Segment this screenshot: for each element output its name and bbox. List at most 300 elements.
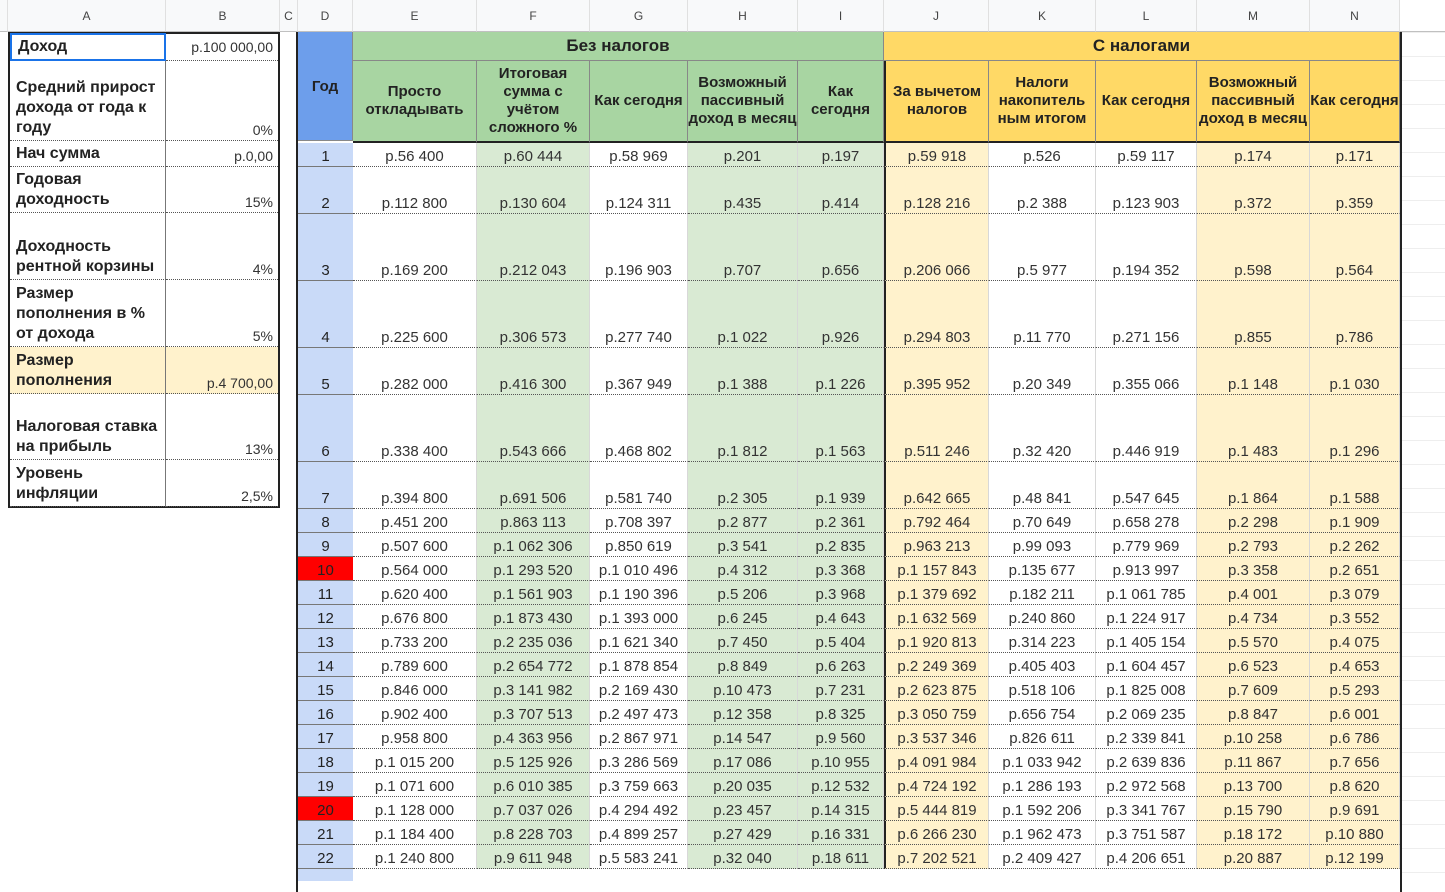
column-header-bar: [0, 0, 1445, 32]
value-cell-g[interactable]: р.124 311: [590, 167, 688, 214]
column-header-j[interactable]: J: [884, 0, 989, 32]
value-cell-j[interactable]: р.1 632 569: [884, 605, 989, 629]
value-cell-i[interactable]: р.8 325: [798, 701, 884, 725]
param-value[interactable]: 0%: [166, 61, 278, 141]
column-header-filler: [1400, 0, 1445, 32]
value-cell-j[interactable]: р.4 724 192: [884, 773, 989, 797]
value-cell-g[interactable]: р.1 190 396: [590, 581, 688, 605]
value-cell-m[interactable]: р.2 298: [1197, 509, 1310, 533]
gridline: [1402, 200, 1445, 201]
value-cell-l[interactable]: р.2 069 235: [1096, 701, 1197, 725]
value-cell-n[interactable]: р.2 262: [1310, 533, 1400, 557]
value-cell-l[interactable]: р.123 903: [1096, 167, 1197, 214]
value-cell-g[interactable]: р.3 286 569: [590, 749, 688, 773]
param-value[interactable]: р.0,00: [166, 141, 278, 167]
value-cell-n[interactable]: р.8 620: [1310, 773, 1400, 797]
group-header-no-tax: Без налогов: [353, 32, 884, 61]
value-cell-j[interactable]: р.1 157 843: [884, 557, 989, 581]
value-cell-j[interactable]: р.1 379 692: [884, 581, 989, 605]
value-cell-m[interactable]: р.15 790: [1197, 797, 1310, 821]
value-cell-i[interactable]: р.10 955: [798, 749, 884, 773]
value-cell-i[interactable]: р.4 643: [798, 605, 884, 629]
value-cell-l[interactable]: р.547 645: [1096, 462, 1197, 509]
param-value[interactable]: 2,5%: [166, 460, 278, 507]
gridline: [1402, 464, 1445, 465]
value-cell-l[interactable]: р.271 156: [1096, 281, 1197, 348]
value-cell-m[interactable]: р.1 148: [1197, 348, 1310, 395]
value-cell-n[interactable]: р.171: [1310, 143, 1400, 167]
value-cell-f[interactable]: р.2 654 772: [477, 653, 590, 677]
year-cell[interactable]: 21: [298, 821, 353, 845]
value-cell-f[interactable]: р.130 604: [477, 167, 590, 214]
value-cell-f[interactable]: р.1 561 903: [477, 581, 590, 605]
value-cell-f[interactable]: р.8 228 703: [477, 821, 590, 845]
value-cell-f[interactable]: р.60 444: [477, 143, 590, 167]
value-cell-i[interactable]: р.12 532: [798, 773, 884, 797]
param-label: Уровень инфляции: [10, 460, 166, 507]
value-cell-l[interactable]: р.4 206 651: [1096, 845, 1197, 869]
value-cell-k[interactable]: р.135 677: [989, 557, 1096, 581]
value-cell-i[interactable]: р.3 368: [798, 557, 884, 581]
value-cell-i[interactable]: р.2 835: [798, 533, 884, 557]
value-cell-n[interactable]: р.1 588: [1310, 462, 1400, 509]
value-cell-g[interactable]: р.1 010 496: [590, 557, 688, 581]
value-cell-g[interactable]: р.196 903: [590, 214, 688, 281]
value-cell-g[interactable]: р.2 867 971: [590, 725, 688, 749]
param-label: Годовая доходность: [10, 167, 166, 213]
value-cell-e[interactable]: р.1 184 400: [353, 821, 477, 845]
value-cell-f[interactable]: р.4 363 956: [477, 725, 590, 749]
value-cell-e[interactable]: р.902 400: [353, 701, 477, 725]
value-cell-k[interactable]: р.11 770: [989, 281, 1096, 348]
value-cell-h[interactable]: р.1 022: [688, 281, 798, 348]
value-cell-e[interactable]: р.282 000: [353, 348, 477, 395]
value-cell-e[interactable]: р.620 400: [353, 581, 477, 605]
column-header-n[interactable]: N: [1310, 0, 1400, 32]
value-cell-f[interactable]: р.416 300: [477, 348, 590, 395]
value-cell-n[interactable]: р.6 786: [1310, 725, 1400, 749]
gridline: [1402, 704, 1445, 705]
column-header-d[interactable]: D: [298, 0, 353, 32]
value-cell-m[interactable]: р.372: [1197, 167, 1310, 214]
value-cell-f[interactable]: р.543 666: [477, 395, 590, 462]
param-label: Нач сумма: [10, 141, 166, 167]
gridline: [1402, 152, 1445, 153]
value-cell-l[interactable]: р.2 972 568: [1096, 773, 1197, 797]
gridline: [1402, 848, 1445, 849]
value-cell-e[interactable]: р.789 600: [353, 653, 477, 677]
value-cell-m[interactable]: р.2 793: [1197, 533, 1310, 557]
year-cell[interactable]: 19: [298, 773, 353, 797]
value-cell-g[interactable]: р.1 621 340: [590, 629, 688, 653]
value-cell-i[interactable]: р.926: [798, 281, 884, 348]
column-header-k[interactable]: K: [989, 0, 1096, 32]
value-cell-e[interactable]: р.958 800: [353, 725, 477, 749]
value-cell-i[interactable]: р.656: [798, 214, 884, 281]
value-cell-e[interactable]: р.1 240 800: [353, 845, 477, 869]
value-cell-g[interactable]: р.850 619: [590, 533, 688, 557]
value-cell-g[interactable]: р.581 740: [590, 462, 688, 509]
param-label: Доходность рентной корзины: [10, 213, 166, 280]
gridline: [1402, 248, 1445, 249]
value-cell-n[interactable]: р.9 691: [1310, 797, 1400, 821]
value-cell-n[interactable]: р.5 293: [1310, 677, 1400, 701]
value-cell-h[interactable]: р.1 812: [688, 395, 798, 462]
value-cell-f[interactable]: р.3 141 982: [477, 677, 590, 701]
value-cell-h[interactable]: р.201: [688, 143, 798, 167]
value-cell-f[interactable]: р.6 010 385: [477, 773, 590, 797]
value-cell-l[interactable]: р.2 339 841: [1096, 725, 1197, 749]
value-cell-f[interactable]: р.212 043: [477, 214, 590, 281]
column-header-l[interactable]: L: [1096, 0, 1197, 32]
value-cell-m[interactable]: р.7 609: [1197, 677, 1310, 701]
gridline: [1402, 104, 1445, 105]
value-cell-i[interactable]: р.2 361: [798, 509, 884, 533]
year-cell[interactable]: 13: [298, 629, 353, 653]
value-cell-m[interactable]: р.10 258: [1197, 725, 1310, 749]
value-cell-i[interactable]: р.14 315: [798, 797, 884, 821]
year-cell[interactable]: 22: [298, 845, 353, 869]
value-cell-k[interactable]: р.656 754: [989, 701, 1096, 725]
value-cell-l[interactable]: р.446 919: [1096, 395, 1197, 462]
value-cell-j[interactable]: р.3 050 759: [884, 701, 989, 725]
value-cell-i[interactable]: р.16 331: [798, 821, 884, 845]
value-cell-e[interactable]: р.1 128 000: [353, 797, 477, 821]
value-cell-h[interactable]: р.10 473: [688, 677, 798, 701]
value-cell-f[interactable]: р.1 873 430: [477, 605, 590, 629]
value-cell-m[interactable]: р.20 887: [1197, 845, 1310, 869]
value-cell-k[interactable]: р.526: [989, 143, 1096, 167]
param-value[interactable]: р.4 700,00: [166, 347, 278, 394]
value-cell-h[interactable]: р.1 388: [688, 348, 798, 395]
gridline: [1402, 680, 1445, 681]
value-cell-i[interactable]: р.1 563: [798, 395, 884, 462]
value-cell-g[interactable]: р.3 759 663: [590, 773, 688, 797]
value-cell-f[interactable]: р.9 611 948: [477, 845, 590, 869]
value-cell-e[interactable]: р.564 000: [353, 557, 477, 581]
value-cell-n[interactable]: р.359: [1310, 167, 1400, 214]
value-cell-n[interactable]: р.786: [1310, 281, 1400, 348]
value-cell-g[interactable]: р.1 878 854: [590, 653, 688, 677]
value-cell-h[interactable]: р.6 245: [688, 605, 798, 629]
year-cell[interactable]: 9: [298, 533, 353, 557]
value-cell-e[interactable]: р.394 800: [353, 462, 477, 509]
value-cell-m[interactable]: р.4 734: [1197, 605, 1310, 629]
value-cell-l[interactable]: р.3 751 587: [1096, 821, 1197, 845]
value-cell-k[interactable]: р.314 223: [989, 629, 1096, 653]
value-cell-e[interactable]: р.112 800: [353, 167, 477, 214]
value-cell-m[interactable]: р.855: [1197, 281, 1310, 348]
column-header-i[interactable]: I: [798, 0, 884, 32]
value-cell-j[interactable]: р.511 246: [884, 395, 989, 462]
value-cell-g[interactable]: р.277 740: [590, 281, 688, 348]
value-cell-g[interactable]: р.468 802: [590, 395, 688, 462]
year-cell[interactable]: 1: [298, 143, 353, 167]
value-cell-k[interactable]: р.2 388: [989, 167, 1096, 214]
value-cell-l[interactable]: р.59 117: [1096, 143, 1197, 167]
value-cell-g[interactable]: р.4 899 257: [590, 821, 688, 845]
value-cell-l[interactable]: р.779 969: [1096, 533, 1197, 557]
year-cell[interactable]: 4: [298, 281, 353, 348]
value-cell-j[interactable]: р.59 918: [884, 143, 989, 167]
value-cell-i[interactable]: р.414: [798, 167, 884, 214]
value-cell-f[interactable]: р.2 235 036: [477, 629, 590, 653]
value-cell-k[interactable]: р.32 420: [989, 395, 1096, 462]
column-header-i-label: Как сегодня: [798, 61, 884, 143]
value-cell-f[interactable]: р.1 062 306: [477, 533, 590, 557]
gridline: [1402, 488, 1445, 489]
param-value[interactable]: 13%: [166, 394, 278, 460]
value-cell-e[interactable]: р.225 600: [353, 281, 477, 348]
gridline: [1402, 728, 1445, 729]
value-cell-l[interactable]: р.913 997: [1096, 557, 1197, 581]
value-cell-i[interactable]: р.1 226: [798, 348, 884, 395]
value-cell-j[interactable]: р.4 091 984: [884, 749, 989, 773]
value-cell-g[interactable]: р.708 397: [590, 509, 688, 533]
year-cell[interactable]: 8: [298, 509, 353, 533]
value-cell-l[interactable]: р.658 278: [1096, 509, 1197, 533]
value-cell-m[interactable]: р.18 172: [1197, 821, 1310, 845]
value-cell-n[interactable]: р.10 880: [1310, 821, 1400, 845]
value-cell-l[interactable]: р.1 224 917: [1096, 605, 1197, 629]
value-cell-h[interactable]: р.435: [688, 167, 798, 214]
value-cell-h[interactable]: р.3 541: [688, 533, 798, 557]
value-cell-n[interactable]: р.12 199: [1310, 845, 1400, 869]
gridline: [1402, 440, 1445, 441]
year-cell[interactable]: 16: [298, 701, 353, 725]
value-cell-j[interactable]: р.1 920 813: [884, 629, 989, 653]
value-cell-h[interactable]: р.14 547: [688, 725, 798, 749]
gridline: [1402, 344, 1445, 345]
year-cell[interactable]: 7: [298, 462, 353, 509]
gridline: [1402, 296, 1445, 297]
year-cell[interactable]: 18: [298, 749, 353, 773]
value-cell-e[interactable]: р.846 000: [353, 677, 477, 701]
value-cell-m[interactable]: р.4 001: [1197, 581, 1310, 605]
value-cell-j[interactable]: р.2 623 875: [884, 677, 989, 701]
value-cell-f[interactable]: р.3 707 513: [477, 701, 590, 725]
value-cell-m[interactable]: р.3 358: [1197, 557, 1310, 581]
value-cell-n[interactable]: р.3 079: [1310, 581, 1400, 605]
value-cell-f[interactable]: р.306 573: [477, 281, 590, 348]
column-header-k-label: Налоги накопитель ным итогом: [989, 61, 1096, 143]
value-cell-j[interactable]: р.294 803: [884, 281, 989, 348]
value-cell-h[interactable]: р.2 877: [688, 509, 798, 533]
value-cell-k[interactable]: р.405 403: [989, 653, 1096, 677]
value-cell-f[interactable]: р.691 506: [477, 462, 590, 509]
value-cell-n[interactable]: р.564: [1310, 214, 1400, 281]
value-cell-k[interactable]: р.182 211: [989, 581, 1096, 605]
value-cell-j[interactable]: р.7 202 521: [884, 845, 989, 869]
value-cell-k[interactable]: р.70 649: [989, 509, 1096, 533]
year-cell[interactable]: 6: [298, 395, 353, 462]
value-cell-k[interactable]: р.20 349: [989, 348, 1096, 395]
value-cell-m[interactable]: р.11 867: [1197, 749, 1310, 773]
value-cell-i[interactable]: р.3 968: [798, 581, 884, 605]
value-cell-n[interactable]: р.3 552: [1310, 605, 1400, 629]
value-cell-i[interactable]: р.6 263: [798, 653, 884, 677]
value-cell-e[interactable]: р.1 015 200: [353, 749, 477, 773]
value-cell-g[interactable]: р.2 169 430: [590, 677, 688, 701]
param-label: Средний прирост дохода от года к году: [10, 61, 166, 141]
value-cell-n[interactable]: р.2 651: [1310, 557, 1400, 581]
value-cell-e[interactable]: р.676 800: [353, 605, 477, 629]
gridline: [1402, 176, 1445, 177]
year-cell[interactable]: 15: [298, 677, 353, 701]
value-cell-n[interactable]: р.4 075: [1310, 629, 1400, 653]
value-cell-g[interactable]: р.5 583 241: [590, 845, 688, 869]
value-cell-l[interactable]: р.1 061 785: [1096, 581, 1197, 605]
value-cell-k[interactable]: р.1 033 942: [989, 749, 1096, 773]
value-cell-h[interactable]: р.17 086: [688, 749, 798, 773]
value-cell-n[interactable]: р.7 656: [1310, 749, 1400, 773]
column-header-l-label: Как сегодня: [1096, 61, 1197, 143]
value-cell-g[interactable]: р.2 497 473: [590, 701, 688, 725]
column-header-f[interactable]: F: [477, 0, 590, 32]
cell-grid: [0, 32, 1445, 881]
year-cell[interactable]: 12: [298, 605, 353, 629]
gridline: [1402, 632, 1445, 633]
value-cell-j[interactable]: р.2 249 369: [884, 653, 989, 677]
year-cell[interactable]: 3: [298, 214, 353, 281]
value-cell-n[interactable]: р.1 296: [1310, 395, 1400, 462]
value-cell-h[interactable]: р.707: [688, 214, 798, 281]
column-header-c[interactable]: C: [280, 0, 298, 32]
year-cell[interactable]: 17: [298, 725, 353, 749]
value-cell-f[interactable]: р.863 113: [477, 509, 590, 533]
column-header-b[interactable]: B: [166, 0, 280, 32]
value-cell-n[interactable]: р.1 030: [1310, 348, 1400, 395]
value-cell-h[interactable]: р.12 358: [688, 701, 798, 725]
value-cell-m[interactable]: р.1 864: [1197, 462, 1310, 509]
value-cell-l[interactable]: р.194 352: [1096, 214, 1197, 281]
value-cell-i[interactable]: р.197: [798, 143, 884, 167]
column-header-a[interactable]: A: [8, 0, 166, 32]
value-cell-i[interactable]: р.18 611: [798, 845, 884, 869]
value-cell-l[interactable]: р.1 405 154: [1096, 629, 1197, 653]
column-header-g[interactable]: G: [590, 0, 688, 32]
value-cell-e[interactable]: р.733 200: [353, 629, 477, 653]
value-cell-g[interactable]: р.4 294 492: [590, 797, 688, 821]
value-cell-k[interactable]: р.518 106: [989, 677, 1096, 701]
value-cell-h[interactable]: р.4 312: [688, 557, 798, 581]
value-cell-e[interactable]: р.338 400: [353, 395, 477, 462]
value-cell-m[interactable]: р.598: [1197, 214, 1310, 281]
param-value[interactable]: 5%: [166, 280, 278, 347]
value-cell-k[interactable]: р.99 093: [989, 533, 1096, 557]
param-value[interactable]: 4%: [166, 213, 278, 280]
value-cell-k[interactable]: р.1 286 193: [989, 773, 1096, 797]
value-cell-h[interactable]: р.2 305: [688, 462, 798, 509]
value-cell-m[interactable]: р.174: [1197, 143, 1310, 167]
value-cell-g[interactable]: р.367 949: [590, 348, 688, 395]
column-header-h[interactable]: H: [688, 0, 798, 32]
gridline: [1402, 560, 1445, 561]
value-cell-k[interactable]: р.48 841: [989, 462, 1096, 509]
group-header-with-tax: С налогами: [884, 32, 1400, 61]
value-cell-k[interactable]: р.5 977: [989, 214, 1096, 281]
value-cell-f[interactable]: р.7 037 026: [477, 797, 590, 821]
value-cell-l[interactable]: р.355 066: [1096, 348, 1197, 395]
column-header-e[interactable]: E: [353, 0, 477, 32]
value-cell-j[interactable]: р.5 444 819: [884, 797, 989, 821]
value-cell-h[interactable]: р.8 849: [688, 653, 798, 677]
value-cell-j[interactable]: р.3 537 346: [884, 725, 989, 749]
value-cell-h[interactable]: р.5 206: [688, 581, 798, 605]
value-cell-h[interactable]: р.7 450: [688, 629, 798, 653]
column-header-m[interactable]: M: [1197, 0, 1310, 32]
value-cell-l[interactable]: р.1 604 457: [1096, 653, 1197, 677]
year-cell[interactable]: 11: [298, 581, 353, 605]
value-cell-e[interactable]: р.1 071 600: [353, 773, 477, 797]
year-cell[interactable]: 10: [298, 557, 353, 581]
value-cell-f[interactable]: р.1 293 520: [477, 557, 590, 581]
year-cell[interactable]: 20: [298, 797, 353, 821]
value-cell-m[interactable]: р.8 847: [1197, 701, 1310, 725]
value-cell-f[interactable]: р.5 125 926: [477, 749, 590, 773]
value-cell-h[interactable]: р.27 429: [688, 821, 798, 845]
value-cell-k[interactable]: р.1 962 473: [989, 821, 1096, 845]
value-cell-k[interactable]: р.1 592 206: [989, 797, 1096, 821]
value-cell-m[interactable]: р.1 483: [1197, 395, 1310, 462]
value-cell-i[interactable]: р.9 560: [798, 725, 884, 749]
value-cell-j[interactable]: р.395 952: [884, 348, 989, 395]
value-cell-j[interactable]: р.642 665: [884, 462, 989, 509]
value-cell-h[interactable]: р.20 035: [688, 773, 798, 797]
value-cell-h[interactable]: р.23 457: [688, 797, 798, 821]
value-cell-m[interactable]: р.13 700: [1197, 773, 1310, 797]
value-cell-k[interactable]: р.2 409 427: [989, 845, 1096, 869]
year-cell[interactable]: 2: [298, 167, 353, 214]
value-cell-n[interactable]: р.6 001: [1310, 701, 1400, 725]
value-cell-m[interactable]: р.6 523: [1197, 653, 1310, 677]
value-cell-e[interactable]: р.56 400: [353, 143, 477, 167]
param-value[interactable]: р.100 000,00: [166, 33, 278, 61]
value-cell-i[interactable]: р.5 404: [798, 629, 884, 653]
value-cell-j[interactable]: р.6 266 230: [884, 821, 989, 845]
value-cell-k[interactable]: р.240 860: [989, 605, 1096, 629]
value-cell-l[interactable]: р.3 341 767: [1096, 797, 1197, 821]
value-cell-j[interactable]: р.128 216: [884, 167, 989, 214]
value-cell-j[interactable]: р.206 066: [884, 214, 989, 281]
column-header-m-label: Возможный пассивный доход в месяц: [1197, 61, 1310, 143]
value-cell-l[interactable]: р.2 639 836: [1096, 749, 1197, 773]
value-cell-k[interactable]: р.826 611: [989, 725, 1096, 749]
value-cell-l[interactable]: р.1 825 008: [1096, 677, 1197, 701]
value-cell-g[interactable]: р.58 969: [590, 143, 688, 167]
param-label: Размер пополнения в % от дохода: [10, 280, 166, 347]
value-cell-i[interactable]: р.1 939: [798, 462, 884, 509]
value-cell-e[interactable]: р.451 200: [353, 509, 477, 533]
value-cell-h[interactable]: р.32 040: [688, 845, 798, 869]
param-value[interactable]: 15%: [166, 167, 278, 213]
year-cell[interactable]: 5: [298, 348, 353, 395]
year-header: Год: [298, 32, 353, 141]
value-cell-j[interactable]: р.963 213: [884, 533, 989, 557]
gridline: [1402, 392, 1445, 393]
gridline: [1402, 368, 1445, 369]
value-cell-m[interactable]: р.5 570: [1197, 629, 1310, 653]
value-cell-n[interactable]: р.1 909: [1310, 509, 1400, 533]
value-cell-g[interactable]: р.1 393 000: [590, 605, 688, 629]
value-cell-e[interactable]: р.169 200: [353, 214, 477, 281]
value-cell-j[interactable]: р.792 464: [884, 509, 989, 533]
value-cell-i[interactable]: р.7 231: [798, 677, 884, 701]
value-cell-n[interactable]: р.4 653: [1310, 653, 1400, 677]
gridline: [1402, 824, 1445, 825]
year-cell[interactable]: 14: [298, 653, 353, 677]
value-cell-e[interactable]: р.507 600: [353, 533, 477, 557]
